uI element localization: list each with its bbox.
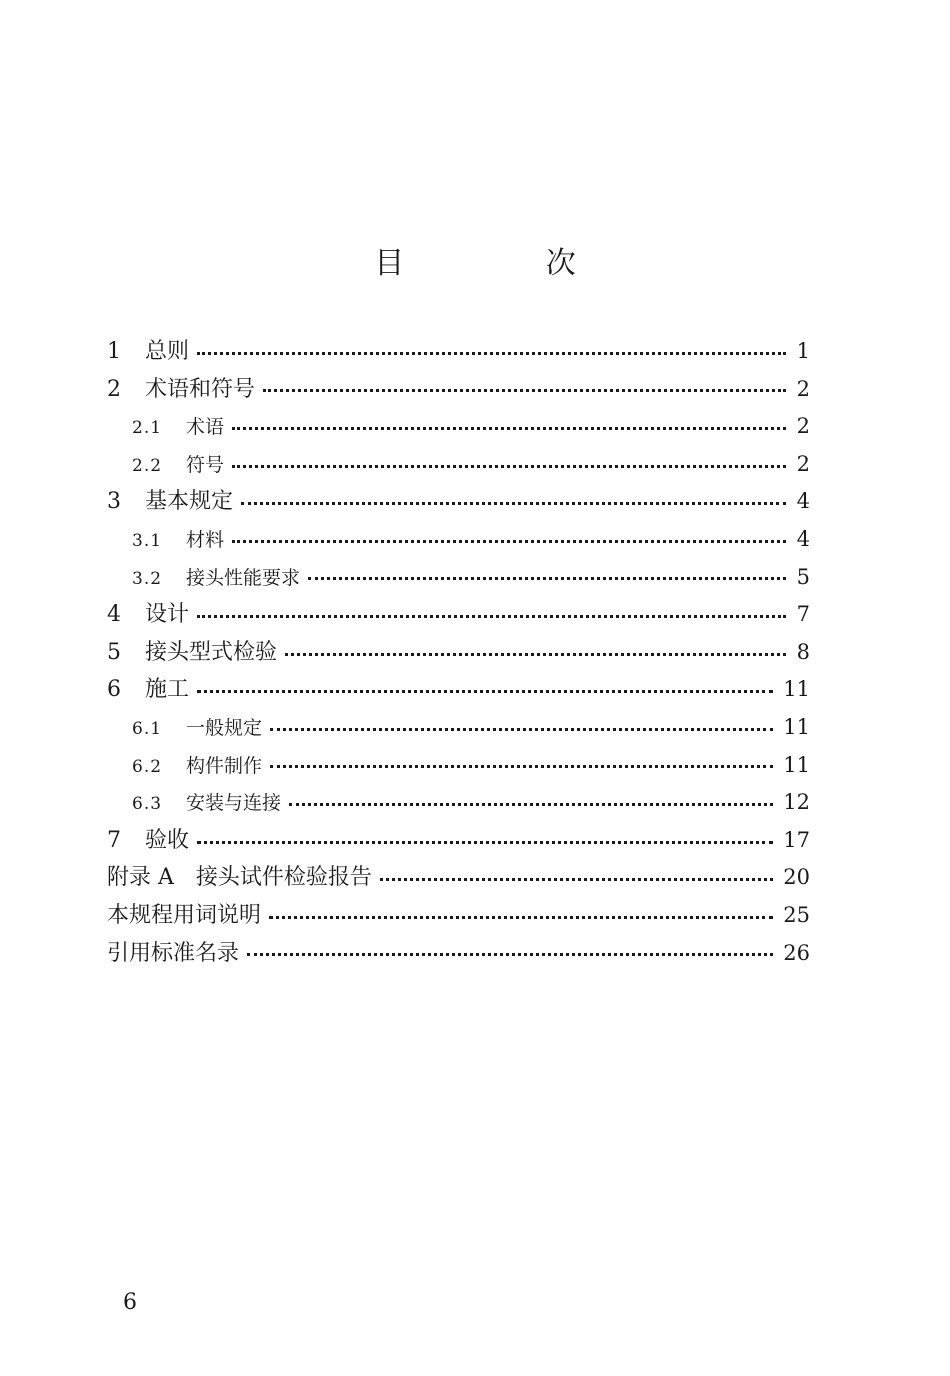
toc-entry-number: 6 <box>107 677 121 703</box>
toc-entry-page: 5 <box>796 564 810 589</box>
toc-entry[interactable] <box>107 596 810 634</box>
toc-entry-page: 4 <box>796 526 810 551</box>
toc-entry-number: 3.1 <box>132 530 163 551</box>
toc-entry-number: 2.1 <box>132 418 163 439</box>
toc-entry-page: 12 <box>783 790 810 815</box>
toc-entry[interactable] <box>107 709 810 747</box>
dot-leader <box>197 614 786 618</box>
toc-entry[interactable] <box>107 408 810 446</box>
dot-leader <box>308 576 786 580</box>
toc-entry[interactable] <box>107 559 810 597</box>
toc-entry-number: 2.2 <box>132 455 163 476</box>
toc-entry-number: 7 <box>107 827 121 853</box>
toc-entry-page: 7 <box>796 602 810 627</box>
toc-entry-title: 施工 <box>145 677 190 703</box>
toc-entry-number: 3 <box>107 489 121 515</box>
dot-leader <box>232 426 786 430</box>
toc-entry-title: 附录 A 接头试件检验报告 <box>107 865 372 891</box>
dot-leader <box>247 952 773 956</box>
page-number: 6 <box>123 1290 137 1315</box>
toc-entry[interactable] <box>107 521 810 559</box>
toc-entry-number: 4 <box>107 602 121 628</box>
toc-entry-number: 6.2 <box>132 756 163 777</box>
toc-entry-number: 1 <box>107 339 121 364</box>
toc-entry[interactable] <box>107 897 810 935</box>
toc-entry[interactable] <box>107 483 810 521</box>
dot-leader <box>270 727 773 731</box>
toc-entry-page: 26 <box>783 940 810 965</box>
toc-entry-title: 验收 <box>145 827 190 853</box>
toc-entry-page: 11 <box>783 677 810 702</box>
toc-entry-page: 11 <box>783 714 810 739</box>
toc-entry-title: 构件制作 <box>186 754 263 777</box>
toc-entry-page: 20 <box>783 865 810 890</box>
toc-entry-number: 6.1 <box>132 718 163 739</box>
toc-entry-title: 术语和符号 <box>145 376 256 402</box>
toc-entry[interactable] <box>107 634 810 672</box>
toc-entry-title: 引用标准名录 <box>107 940 240 966</box>
toc-entry-title: 接头性能要求 <box>186 566 301 589</box>
toc-entry-title: 一般规定 <box>186 716 263 739</box>
dot-leader <box>269 915 773 919</box>
dot-leader <box>232 539 786 543</box>
dot-leader <box>289 802 773 806</box>
toc-entry-page: 2 <box>796 414 810 439</box>
toc-entry-page: 2 <box>796 376 810 401</box>
toc-entry[interactable] <box>107 671 810 709</box>
dot-leader <box>241 501 786 505</box>
toc-entry-page: 25 <box>783 902 810 927</box>
toc-entry-page: 4 <box>796 489 810 514</box>
toc-entry-page: 11 <box>783 752 810 777</box>
toc-entry[interactable] <box>107 859 810 897</box>
toc-entry[interactable] <box>107 371 810 409</box>
toc-entry-title: 基本规定 <box>145 489 234 515</box>
toc-entry[interactable] <box>107 747 810 785</box>
toc-list <box>107 333 810 972</box>
toc-entry-number: 5 <box>107 639 121 665</box>
toc-entry-page: 17 <box>783 827 810 852</box>
toc-entry-title: 材料 <box>186 528 225 551</box>
dot-leader <box>263 388 786 392</box>
toc-entry[interactable] <box>107 935 810 973</box>
toc-title: 目 次 <box>374 246 642 281</box>
toc-entry-number: 2 <box>107 376 121 402</box>
toc-entry-title: 接头型式检验 <box>145 639 278 665</box>
toc-entry-title: 本规程用词说明 <box>107 902 262 928</box>
toc-entry-page: 1 <box>796 339 810 363</box>
toc-entry-title: 术语 <box>186 416 225 439</box>
toc-entry-page: 2 <box>796 451 810 476</box>
toc-entry-number: 3.2 <box>132 568 163 589</box>
dot-leader <box>197 689 773 693</box>
dot-leader <box>232 464 786 468</box>
dot-leader <box>197 840 773 844</box>
toc-entry-title: 符号 <box>186 453 225 476</box>
toc-entry-title: 安装与连接 <box>186 792 282 815</box>
dot-leader <box>197 351 786 355</box>
toc-entry[interactable] <box>107 446 810 484</box>
toc-entry-title: 设计 <box>145 602 190 628</box>
toc-entry[interactable] <box>107 784 810 822</box>
toc-entry-number: 6.3 <box>132 794 163 815</box>
toc-entry[interactable] <box>107 822 810 860</box>
toc-entry[interactable] <box>107 333 810 371</box>
dot-leader <box>270 764 773 768</box>
toc-entry-title: 总则 <box>145 339 190 364</box>
dot-leader <box>285 652 786 656</box>
dot-leader <box>380 877 773 881</box>
toc-entry-page: 8 <box>796 639 810 664</box>
